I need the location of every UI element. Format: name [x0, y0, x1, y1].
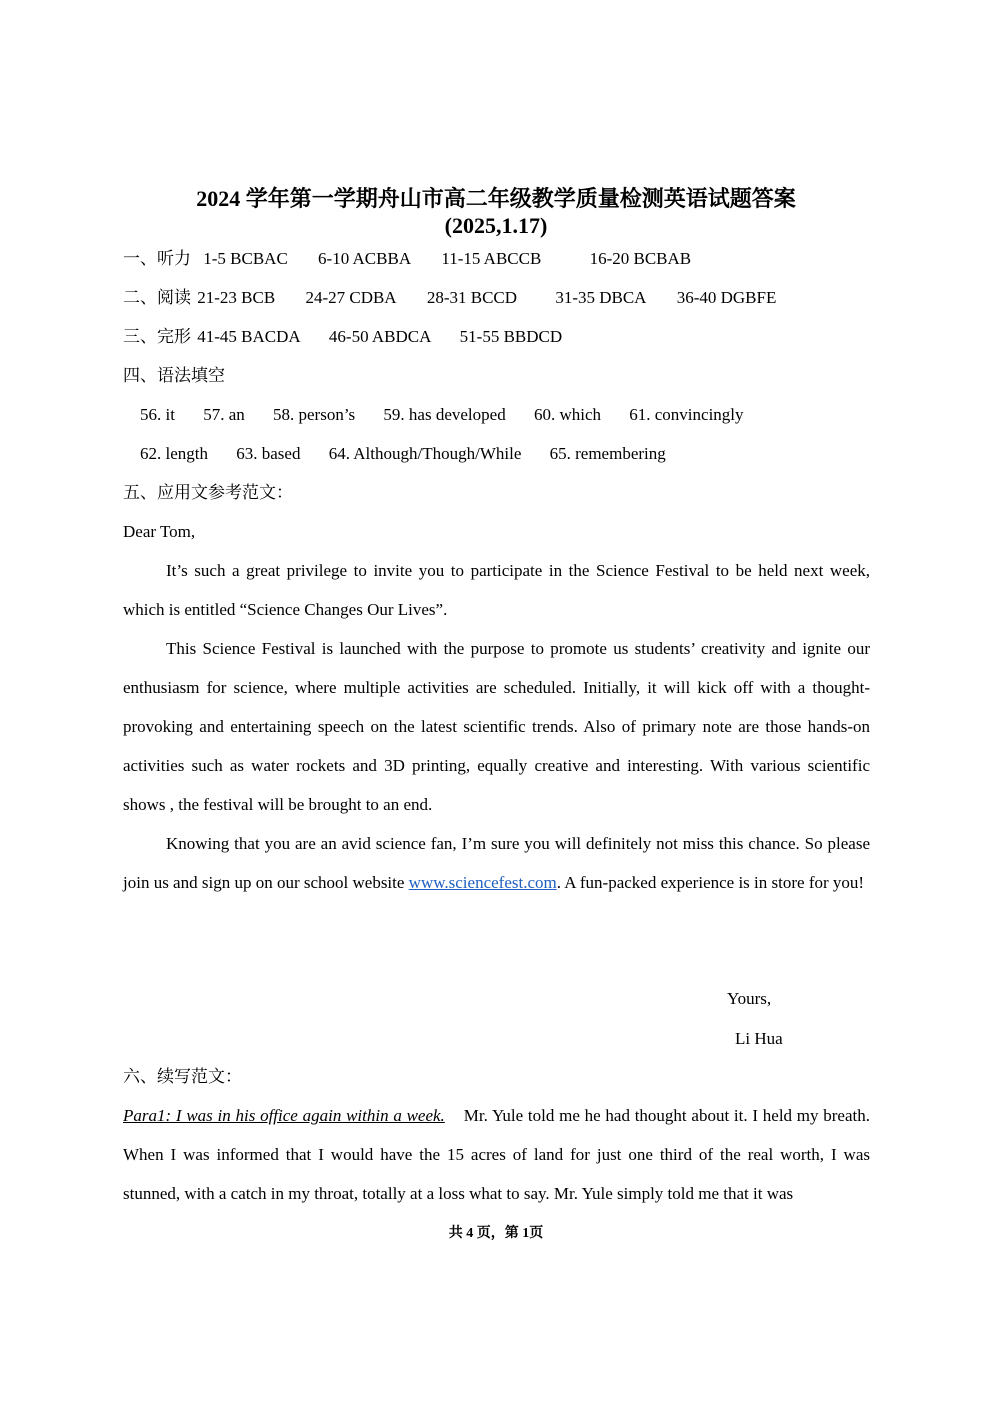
reading-row — [123, 287, 776, 309]
letter-closing: Yours, — [727, 989, 772, 1008]
answer-group: 6-10 ACBBA — [318, 249, 412, 268]
paragraph-text: Mr. Yule told me he had thought about it. I held my breath. When I was informed that I would have the 15 acres of land for just one third of the real worth, I was stunned, with a catch in my throat, totally at a loss what to say. Mr. Yule simply told me that it was — [123, 1106, 870, 1203]
grammar-answer: 65. remembering — [549, 444, 666, 463]
grammar-answer: 62. length — [140, 444, 208, 463]
section-label: 二、阅读 — [123, 288, 191, 307]
grammar-row-2 — [140, 443, 666, 465]
grammar-answer: 60. which — [533, 405, 601, 424]
grammar-answer: 59. has developed — [383, 405, 506, 424]
continuation-paragraph — [123, 1096, 870, 1213]
cloze-row — [123, 326, 562, 348]
exam-date: (2025,1.17) — [444, 213, 548, 238]
answer-group: 21-23 BCB — [197, 288, 276, 307]
continuation-label: 六、续写范文： — [123, 1067, 242, 1086]
paragraph-text: Knowing that you are an avid science fan, I’m sure you will definitely not miss this chance. So please join us and sign up on our school website — [123, 834, 870, 892]
grammar-answer: 56. it — [140, 405, 175, 424]
writing-label: 五、应用文参考范文： — [123, 483, 293, 502]
page-title: 2024 学年第一学期舟山市高二年级教学质量检测英语试题答案 — [196, 186, 796, 211]
website-link[interactable]: www.sciencefest.com — [408, 873, 557, 892]
answer-group: 36-40 DGBFE — [676, 288, 777, 307]
grammar-answer: 58. person’s — [273, 405, 356, 424]
answer-group: 16-20 BCBAB — [589, 249, 692, 268]
grammar-answer: 63. based — [236, 444, 301, 463]
letter-paragraph-1: It’s such a great privilege to invite you to participate in the Science Festival to be held next week, which is entitled “Science Changes Our Lives”. — [123, 561, 870, 619]
grammar-row-1 — [140, 404, 744, 426]
grammar-answer: 57. an — [203, 405, 245, 424]
grammar-label: 四、语法填空 — [123, 366, 225, 385]
letter-signature: Li Hua — [735, 1029, 783, 1048]
answer-group: 41-45 BACDA — [197, 327, 301, 346]
answer-group: 11-15 ABCCB — [441, 249, 542, 268]
letter-greeting: Dear Tom, — [123, 522, 196, 541]
page-footer: 共 4 页，第 1页 — [448, 1226, 544, 1241]
answer-group: 1-5 BCBAC — [203, 249, 288, 268]
listening-row — [123, 248, 691, 270]
paragraph-text: . A fun-packed experience is in store for you! — [556, 873, 865, 892]
section-label: 一、听力 — [123, 249, 191, 268]
para1-lead: Para1: I was in his office again within a week. — [123, 1106, 445, 1125]
grammar-answer: 61. convincingly — [629, 405, 744, 424]
answer-group: 28-31 BCCD — [426, 288, 518, 307]
answer-group: 24-27 CDBA — [305, 288, 397, 307]
letter-paragraph-3 — [123, 824, 870, 902]
grammar-answer: 64. Although/Though/While — [328, 444, 522, 463]
answer-group: 51-55 BBDCD — [459, 327, 563, 346]
answer-group: 46-50 ABDCA — [328, 327, 432, 346]
section-label: 三、完形 — [123, 327, 191, 346]
letter-paragraph-2: This Science Festival is launched with the purpose to promote us students’ creativity and ignite our enthusiasm for science, where multiple activities are scheduled. Initially, it will kick off with a thought-provoking and entertaining speech on the latest scientific trends. Also of primary note are those hands-on activities such as water rockets and 3D printing, equally creative and interesting. With various scientific shows , the festival will be brought to an end. — [123, 639, 870, 814]
answer-group: 31-35 DBCA — [555, 288, 647, 307]
